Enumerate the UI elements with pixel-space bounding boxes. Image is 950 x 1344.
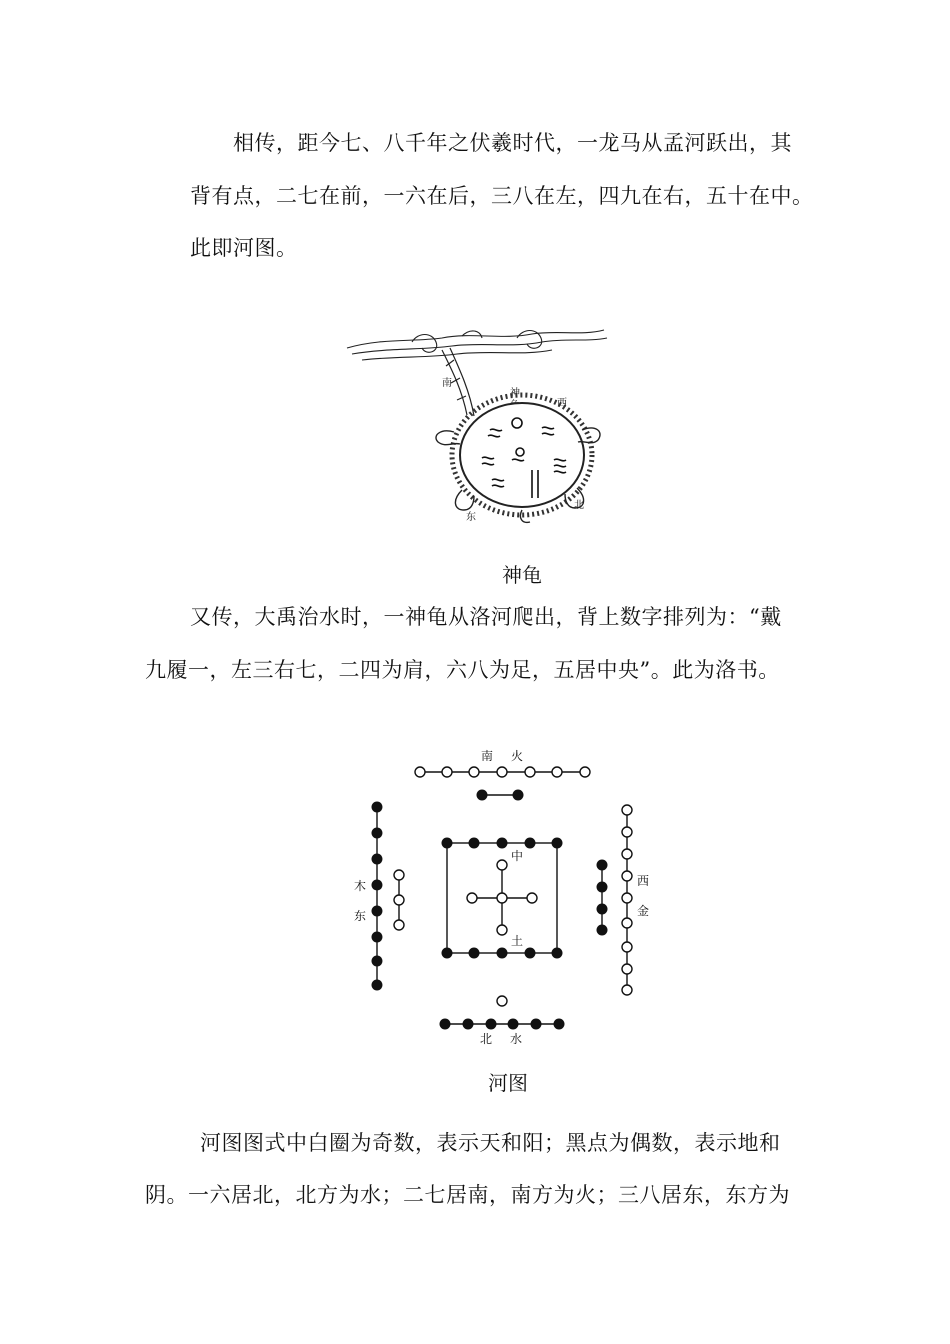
label-north: 北: [480, 1032, 493, 1046]
paragraph-3-line-2: 阴。一六居北，北方为水；二七居南，南方为火；三八居东，东方为: [145, 1183, 790, 1207]
label-water: 水: [510, 1032, 523, 1046]
label-south: 南: [481, 749, 494, 763]
paragraph-3-line-1: 河图图式中白圈为奇数，表示天和阳；黑点为偶数，表示地和: [200, 1131, 781, 1155]
svg-text:东: 东: [466, 512, 476, 523]
hetu-diagram: [345, 745, 650, 1055]
label-fire: 火: [511, 749, 524, 763]
label-center: 中: [511, 849, 524, 863]
svg-text:神: 神: [510, 388, 520, 399]
paragraph-2-line-1: 又传，大禹治水时，一神龟从洛河爬出，背上数字排列为：“戴: [190, 605, 782, 629]
svg-text:北: 北: [574, 500, 584, 511]
label-west: 西: [637, 874, 650, 888]
hetu-caption: 河图: [488, 1071, 528, 1095]
label-earth: 土: [511, 934, 524, 948]
svg-text:西: 西: [557, 398, 567, 409]
paragraph-1-line-2: 背有点，二七在前，一六在后，三八在左，四九在右，五十在中。: [190, 184, 814, 208]
divine-turtle-illustration: [342, 320, 612, 530]
svg-text:南: 南: [442, 378, 452, 389]
label-wood: 木: [354, 879, 367, 893]
paragraph-1-line-3: 此即河图。: [190, 236, 298, 260]
paragraph-2-line-2: 九履一，左三右七，二四为肩，六八为足，五居中央”。此为洛书。: [145, 658, 780, 682]
label-east: 东: [354, 909, 367, 923]
paragraph-1-line-1: 相传，距今七、八千年之伏羲时代，一龙马从孟河跃出，其: [233, 131, 792, 155]
label-metal: 金: [637, 904, 650, 918]
turtle-caption: 神龟: [502, 563, 542, 587]
